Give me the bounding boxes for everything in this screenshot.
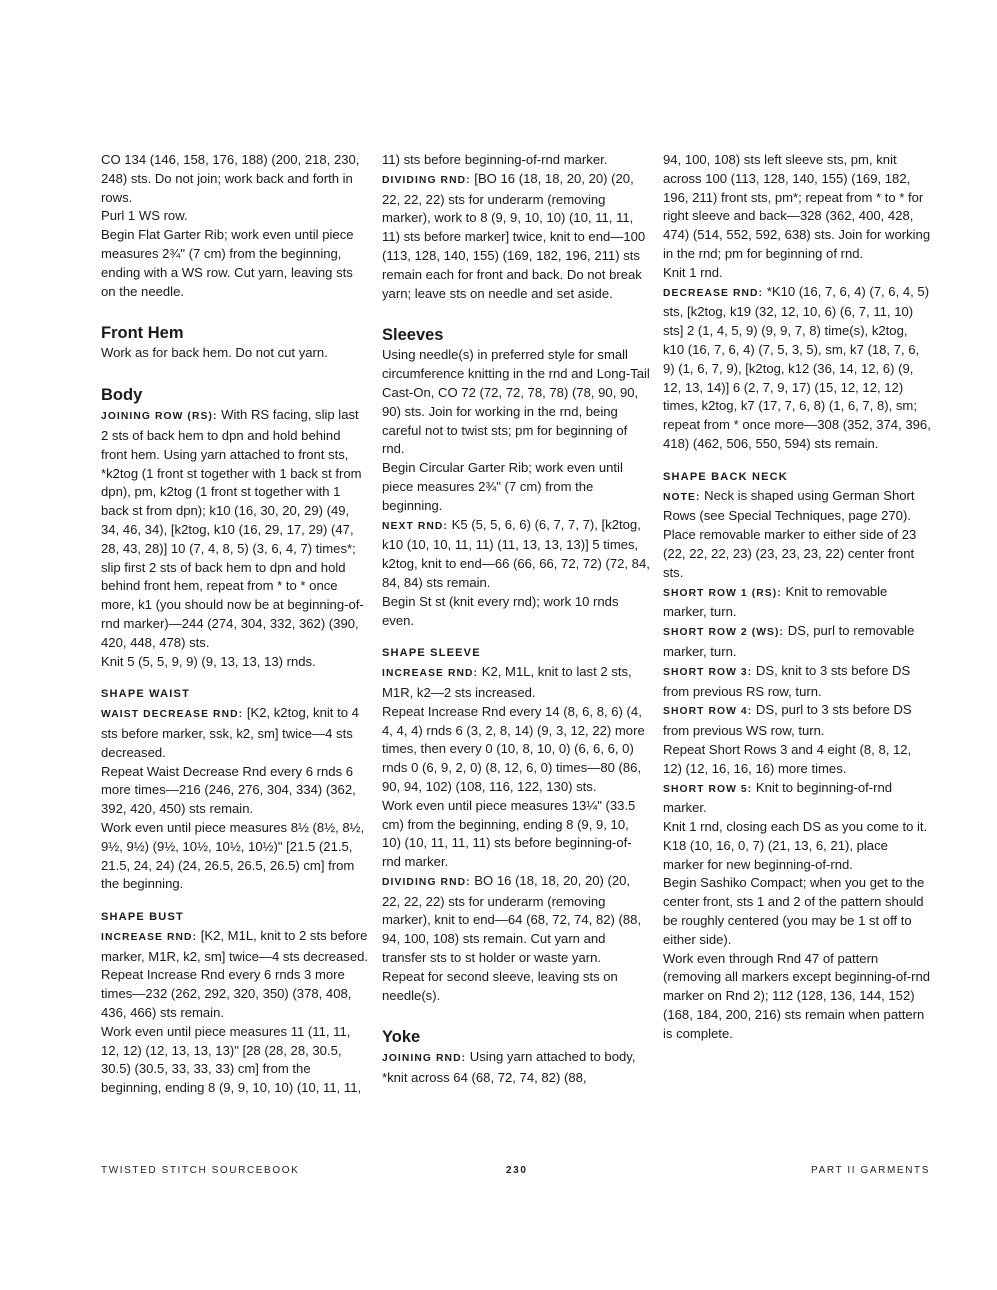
column-2 bbox=[382, 151, 650, 1088]
instruction-label: DIVIDING RND: bbox=[382, 876, 471, 888]
instruction-text: DS, knit to 3 sts before DS from previous RS row, turn. bbox=[663, 662, 911, 699]
paragraph: Work even until piece measures 11 (11, 11, 12, 12) (12, 13, 13, 13)" [28 (28, 28, 30.5, 30.5) (30.5, 33, 33, 33) cm] from the beginning, ending 8 (9, 9, 10, 10) (10, 11, 11, bbox=[101, 1023, 362, 1096]
paragraph: Begin Circular Garter Rib; work even until piece measures 2¾" (7 cm) from the beginning. bbox=[382, 460, 623, 513]
instruction-label: SHORT ROW 1 (RS): bbox=[663, 587, 782, 599]
paragraph: Work even until piece measures 13¼" (33.5 cm) from the beginning, ending 8 (9, 9, 10, 10) (10, 11, 11, 11) sts before beginning-of-rnd marker. bbox=[382, 797, 636, 870]
instruction-label: NEXT RND: bbox=[382, 520, 448, 532]
instruction-waist-decrease bbox=[101, 704, 369, 762]
instruction-text: Neck is shaped using German Short Rows (see Special Techniques, page 270). bbox=[663, 487, 915, 524]
paragraph: K18 (10, 16, 0, 7) (21, 13, 6, 21), place marker for new beginning-of-rnd. bbox=[663, 837, 888, 872]
heading-shape-back-neck: SHAPE BACK NECK bbox=[663, 470, 788, 483]
paragraph: Repeat for second sleeve, leaving sts on needle(s). bbox=[382, 968, 618, 1003]
heading-shape-bust: SHAPE BUST bbox=[101, 911, 184, 924]
instruction-short-row-5 bbox=[663, 779, 931, 819]
instruction-short-row-1 bbox=[663, 583, 931, 623]
note bbox=[663, 487, 931, 527]
heading-body: Body bbox=[101, 386, 143, 405]
paragraph: Knit 1 rnd. bbox=[663, 264, 723, 280]
instruction-decrease bbox=[663, 283, 931, 454]
heading-shape-waist: SHAPE WAIST bbox=[101, 688, 190, 701]
instruction-text: K2, M1L, knit to last 2 sts, M1R, k2—2 sts increased. bbox=[382, 664, 632, 700]
column-1 bbox=[101, 151, 369, 1098]
instruction-label: NOTE: bbox=[663, 491, 701, 503]
paragraph: 11) sts before beginning-of-rnd marker. bbox=[382, 152, 608, 167]
instruction-label: INCREASE RND: bbox=[101, 931, 198, 943]
footer-section-title: PART II GARMENTS bbox=[811, 1165, 930, 1176]
footer-book-title: TWISTED STITCH SOURCEBOOK bbox=[101, 1165, 300, 1176]
instruction-label: SHORT ROW 5: bbox=[663, 783, 753, 795]
instruction-text: Knit to beginning-of-rnd marker. bbox=[663, 779, 893, 816]
paragraph: Repeat Increase Rnd every 6 rnds 3 more times—232 (262, 292, 320, 350) (378, 408, 436, 466) sts remain. bbox=[101, 967, 352, 1021]
instruction-short-row-4 bbox=[663, 701, 931, 741]
paragraph: Repeat Waist Decrease Rnd every 6 rnds 6 more times—216 (246, 276, 304, 334) (362, 392, 420, 450) sts remain. bbox=[101, 763, 356, 817]
instruction-increase bbox=[382, 663, 650, 703]
instruction-text: DS, purl to 3 sts before DS from previous WS row, turn. bbox=[663, 702, 912, 739]
column-3 bbox=[663, 151, 931, 1044]
instruction-label: INCREASE RND: bbox=[382, 668, 479, 680]
paragraph: Place removable marker to either side of 23 (22, 22, 22, 23) (23, 23, 23, 22) center front sts. bbox=[663, 527, 917, 580]
paragraph: 94, 100, 108) sts left sleeve sts, pm, knit across 100 (113, 128, 140, 155) (169, 182, 196, 211) front sts, pm*; repeat from * to * for right sleeve and back—328 (362, 400, 428, 474) (514, 552, 592, 638) sts. Join for working in the rnd; pm for beginning of rnd. bbox=[663, 152, 931, 261]
instruction-joining-row bbox=[101, 406, 369, 652]
paragraph: Begin St st (knit every rnd); work 10 rnds even. bbox=[382, 593, 619, 628]
instruction-text: DS, purl to removable marker, turn. bbox=[663, 623, 915, 659]
instruction-label: WAIST DECREASE RND: bbox=[101, 709, 244, 721]
instruction-text: With RS facing, slip last 2 sts of back hem to dpn and hold behind front hem. Using yarn attached to front sts, *k2tog (1 front st together with 1 back st from dpn), pm, k2tog (1 front st together with 1 back st from dpn); k10 (16, 30, 20, 29) (49, 34, 46, 34), [k2tog, k10 (16, 29, 17, 29) (47, 28, 43, 28)] 10 (7, 4, 8, 5) (3, 6, 4, 7) times*; slip first 2 sts of back hem to dpn and hold behind front hem, repeat from * to * once more, k1 (you should now be at beginning-of-rnd marker)—244 (274, 304, 332, 362) (390, 420, 448, 478) sts. bbox=[101, 407, 364, 650]
instruction-label: DECREASE RND: bbox=[663, 287, 764, 299]
paragraph: Knit 1 rnd, closing each DS as you come to it. bbox=[663, 819, 928, 835]
instruction-dividing bbox=[382, 872, 650, 968]
instruction-short-row-3 bbox=[663, 662, 931, 702]
paragraph: Work even through Rnd 47 of pattern (removing all markers except beginning-of-rnd marker on Rnd 2); 112 (128, 136, 144, 152) (168, 184, 200, 216) sts remain when pattern is complete. bbox=[663, 950, 931, 1041]
paragraph: Begin Flat Garter Rib; work even until piece measures 2¾" (7 cm) from the beginning, ending with a WS row. Cut yarn, leaving sts on the needle. bbox=[101, 227, 354, 299]
paragraph: Work even until piece measures 8½ (8½, 8½, 9½, 9½) (9½, 10½, 10½, 10½)" [21.5 (21.5, 21.5, 24, 24) (24, 26.5, 26.5, 26.5) cm] from the beginning. bbox=[101, 819, 365, 892]
instruction-text: Using yarn attached to body, *knit across 64 (68, 72, 74, 82) (88, bbox=[382, 1049, 636, 1086]
paragraph: CO 134 (146, 158, 176, 188) (200, 218, 230, 248) sts. Do not join; work back and forth in rows. bbox=[101, 152, 360, 205]
heading-shape-sleeve: SHAPE SLEEVE bbox=[382, 647, 481, 660]
instruction-text: *K10 (16, 7, 6, 4) (7, 6, 4, 5) sts, [k2tog, k19 (32, 12, 10, 6) (6, 7, 11, 10) sts] 2 (1, 4, 5, 9) (9, 9, 7, 8) time(s), k2tog, k10 (16, 7, 6, 4) (7, 5, 3, 5), sm, k7 (18, 7, 6, 9) (1, 6, 7, 9), [k2tog, k12 (36, 14, 12, 6) (9, 12, 13, 14)] 6 (2, 7, 9, 17) (15, 12, 12, 12) times, k2tog, k7 (17, 7, 6, 8) (1, 6, 7, 8), sm; repeat from * once more—308 (352, 374, 396, 418) (462, 506, 550, 594) sts remain. bbox=[663, 283, 931, 451]
heading-front-hem: Front Hem bbox=[101, 324, 184, 343]
heading-yoke: Yoke bbox=[382, 1028, 421, 1047]
instruction-label: SHORT ROW 4: bbox=[663, 706, 753, 718]
instruction-text: [K2, M1L, knit to 2 sts before marker, M1R, k2, sm] twice—4 sts decreased. bbox=[101, 927, 369, 964]
instruction-text: K5 (5, 5, 6, 6) (6, 7, 7, 7), [k2tog, k10 (10, 10, 11, 11) (11, 13, 13, 13)] 5 times, k2tog, knit to end—66 (66, 66, 72, 72) (72, 84, 84, 84) sts remain. bbox=[382, 516, 650, 590]
instruction-text: [K2, k2tog, knit to 4 sts before marker, ssk, k2, sm] twice—4 sts decreased. bbox=[101, 705, 359, 760]
instruction-increase bbox=[101, 927, 369, 967]
instruction-label: JOINING RND: bbox=[382, 1053, 467, 1065]
instruction-dividing bbox=[382, 170, 650, 304]
instruction-text: Knit to removable marker, turn. bbox=[663, 583, 888, 620]
instruction-text: [BO 16 (18, 18, 20, 20) (20, 22, 22, 22) sts for underarm (removing marker), work to 8 (9, 9, 10, 10) (10, 11, 11, 11) sts before marker] twice, knit to end—100 (113, 128, 140, 155) (169, 182, 196, 211) sts remain each for front and back. Do not break yarn; leave sts on needle and set aside. bbox=[382, 170, 646, 301]
paragraph: Knit 5 (5, 5, 9, 9) (9, 13, 13, 13) rnds. bbox=[101, 653, 316, 669]
instruction-label: JOINING ROW (RS): bbox=[101, 411, 218, 423]
instruction-label: SHORT ROW 3: bbox=[663, 666, 753, 678]
paragraph: Purl 1 WS row. bbox=[101, 208, 188, 224]
instruction-joining bbox=[382, 1048, 650, 1088]
paragraph: Work as for back hem. Do not cut yarn. bbox=[101, 345, 328, 361]
heading-sleeves: Sleeves bbox=[382, 326, 444, 345]
instruction-short-row-2 bbox=[663, 622, 931, 662]
instruction-next bbox=[382, 516, 650, 593]
paragraph: Begin Sashiko Compact; when you get to the center front, sts 1 and 2 of the pattern should be roughly centered (you may be 1 st off to either side). bbox=[663, 875, 925, 947]
instruction-label: DIVIDING RND: bbox=[382, 174, 471, 186]
paragraph: Repeat Short Rows 3 and 4 eight (8, 8, 12, 12) (12, 16, 16, 16) more times. bbox=[663, 741, 912, 776]
paragraph: Using needle(s) in preferred style for small circumference knitting in the rnd and Long-Tail Cast-On, CO 72 (72, 72, 78, 78) (78, 90, 90, 90) sts. Join for working in the rnd, being careful not to twist sts; pm for beginning of rnd. bbox=[382, 347, 650, 457]
page-number: 230 bbox=[506, 1165, 528, 1176]
instruction-text: BO 16 (18, 18, 20, 20) (20, 22, 22, 22) sts for underarm (removing marker), knit to end—64 (68, 72, 74, 82) (88, 94, 100, 108) sts remain. Cut yarn and transfer sts to st holder or waste yarn. bbox=[382, 872, 642, 966]
instruction-label: SHORT ROW 2 (WS): bbox=[663, 627, 785, 639]
paragraph: Repeat Increase Rnd every 14 (8, 6, 8, 6) (4, 4, 4, 4) rnds 6 (3, 2, 8, 14) (9, 3, 12, 22) more times, then every 0 (10, 8, 10, 0) (6, 6, 6, 0) rnds 0 (6, 9, 2, 0) (8, 12, 6, 0) times—80 (86, 90, 94, 102) (108, 116, 122, 130) sts. bbox=[382, 703, 645, 794]
